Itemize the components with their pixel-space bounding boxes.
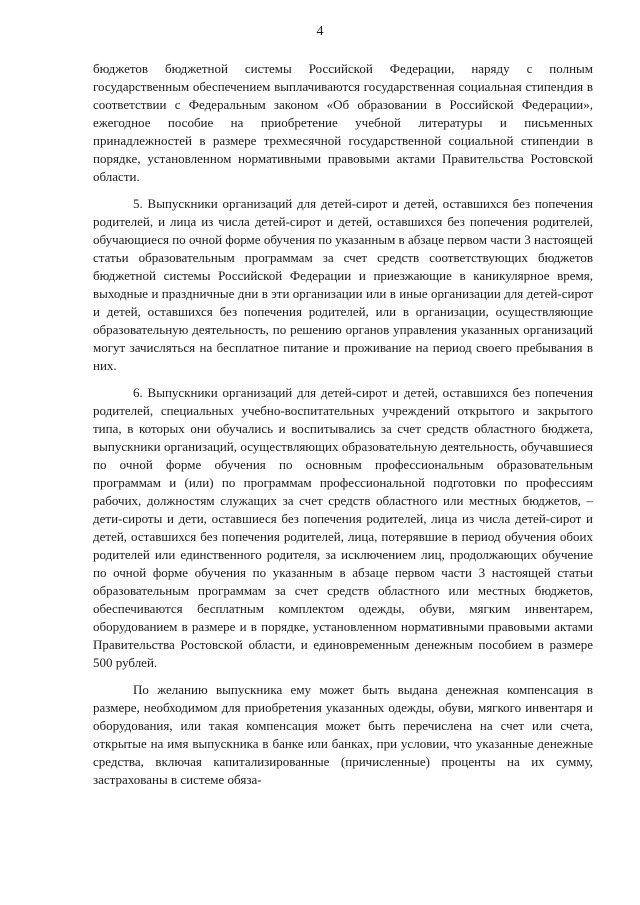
paragraph-item-5: 5. Выпускники организаций для детей-сирот и детей, оставшихся без попечения родителей, и лица из числа детей-сирот и детей, оставшихся без попечения родителей, обучающиеся по очной форме обучения по указанным в абзаце первом части 3 настоящей статьи образовательным программам за счет средств соответствующих бюджетов бюджетной системы Российской Федерации и приезжающие в каникулярное время, выходные и праздничные дни в эти организации или в иные организации для детей-сирот и детей, оставшихся без попечения родителей, или в организации, осуществляющие образовательную деятельность, по решению органов управления указанных организаций могут зачисляться на бесплатное питание и проживание на период своего пребывания в них. [93, 196, 593, 373]
paragraph-continuation: бюджетов бюджетной системы Российской Федерации, наряду с полным государственным обеспечением выплачиваются государственная социальная стипендия в соответствии с Федеральным законом «Об образовании в Российской Федерации», ежегодное пособие на приобретение учебной литературы и письменных принадлежностей в размере трехмесячной государственной социальной стипендии в порядке, установленном нормативными правовыми актами Правительства Ростовской области. [93, 61, 593, 184]
paragraph-item-6: 6. Выпускники организаций для детей-сирот и детей, оставшихся без попечения родителей, специальных учебно-воспитательных учреждений открытого и закрытого типа, в которых они обучались и воспитывались за счет средств областного бюджета, выпускники организаций, осуществляющих образовательную деятельность, обучавшиеся по очной форме обучения по основным профессиональным образовательным программам и (или) по программам профессиональной подготовки по профессиям рабочих, должностям служащих за счет средств областного или местных бюджетов, – дети-сироты и дети, оставшиеся без попечения родителей, лица из числа детей-сирот и детей, оставшихся без попечения родителей, лица, потерявшие в период обучения обоих родителей или единственного родителя, за исключением лиц, продолжающих обучение по очной форме обучения по указанным в абзаце первом части 3 настоящей статьи образовательным программам за счет средств областного или местных бюджетов, обеспечиваются бесплатным комплектом одежды, обуви, мягким инвентарем, оборудованием в размере и в порядке, установленном нормативными правовыми актами Правительства Ростовской области, и единовременным денежным пособием в размере 500 рублей. [93, 385, 593, 670]
page-number: 4 [316, 24, 324, 39]
paragraph-compensation: По желанию выпускника ему может быть выдана денежная компенсация в размере, необходимом для приобретения указанных одежды, обуви, мягкого инвентаря и оборудования, или такая компенсация может быть перечислена на счет или счета, открытые на имя выпускника в банке или банках, при условии, что указанные денежные средства, включая капитализированные (причисленные) проценты на их сумму, застрахованы в системе обяза- [93, 682, 593, 787]
document-body [93, 60, 593, 798]
